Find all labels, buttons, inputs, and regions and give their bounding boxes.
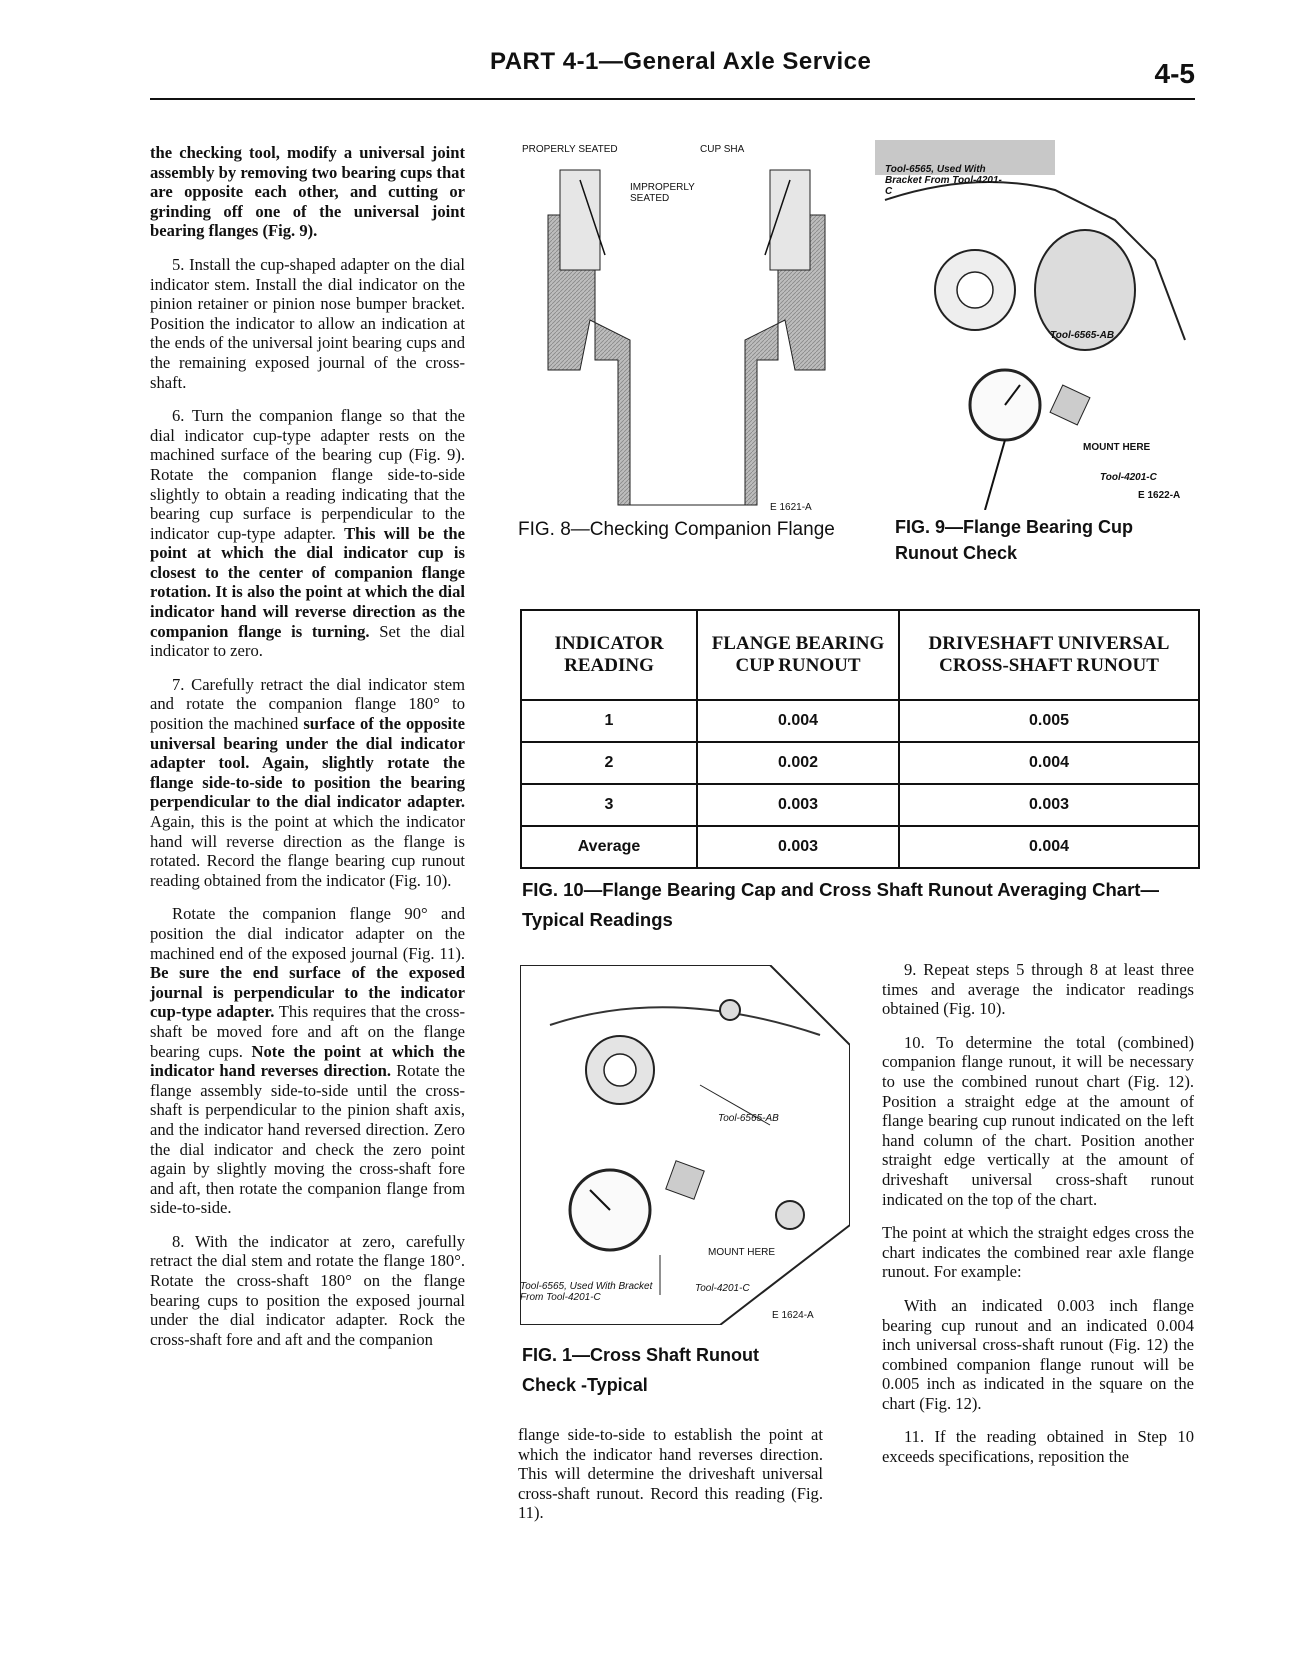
rotate-bold: Be sure the end surface of the exposed journal is perpendicular to the indicator cup-type adapter.: [150, 963, 465, 1022]
cell-cross-shaft: 0.005: [899, 700, 1199, 742]
table-row: [521, 700, 1199, 742]
paragraph-checking-tool: the checking tool, modify a universal joint assembly by removing two bearing cups that are opposite each other, and cutting or grinding off one of the universal joint bearing flanges (Fig. 9).: [150, 143, 465, 241]
fig10-caption-line-2: Typical Readings: [522, 909, 673, 930]
page-title: PART 4-1—General Axle Service: [490, 48, 872, 75]
figure-9: [855, 140, 1200, 510]
fig11-mount-here: MOUNT HERE: [708, 1247, 776, 1258]
fig9-caption-line-1: FIG. 9—Flange Bearing Cup: [895, 517, 1134, 537]
fig11-tool-a: Tool-6565, Used With Bracket From Tool-4201-C: [520, 1281, 653, 1303]
header-indicator-reading: INDICATOR READING: [521, 610, 697, 700]
paragraph-step-5: 5. Install the cup-shaped adapter on the dial indicator stem. Install the dial indicator on the pinion retainer or pinion nose bumper bracket. Position the indicator to allow an indication at the ends of the universal joint bearing cups and the remaining exposed journal of the cross-shaft.: [150, 254, 465, 392]
table-row: [521, 784, 1199, 826]
step-7-text: 7. Carefully retract the dial indicator stem and rotate the companion flange 180° to position the machined: [150, 674, 465, 734]
step-6-end: Set the dial indicator to zero.: [150, 621, 465, 661]
fig11-code: E 1624-A: [772, 1310, 814, 1321]
fig9-mount-here: MOUNT HERE: [1083, 442, 1151, 453]
cell-cross-shaft: 0.004: [899, 826, 1199, 868]
fig9-tool-b: Tool-6565-AB: [1050, 330, 1115, 341]
step-7-bold: surface of the opposite universal bearing under the dial indicator adapter tool. Again, slightly rotate the flange side-to-side to position the bearing perpendicular to the dial indicator adapter.: [150, 714, 465, 812]
fig8-code: E 1621-A: [770, 502, 812, 513]
cell-cross-shaft: 0.004: [899, 742, 1199, 784]
paragraph-step-7: [150, 675, 465, 891]
fig9-caption-line-2: Runout Check: [895, 543, 1018, 563]
paragraph-step-11: 11. If the reading obtained in Step 10 exceeds specifications, reposition the: [882, 1427, 1194, 1467]
rotate-end: Rotate the flange assembly side-to-side until the cross-shaft is perpendicular to the pinion shaft axis, and the indicator hand reversed direction. Zero the dial indicator and check the zero point again by slightly moving the cross-shaft fore and aft, then rotate the companion flange from side-to-side.: [150, 1061, 465, 1218]
fig10-caption: [522, 875, 1159, 935]
paragraph-example: With an indicated 0.003 inch flange bearing cup runout and an indicated 0.004 inch universal cross-shaft runout (Fig. 12) the combined companion flange runout will be 0.005 inch as indicated in the square on the chart (Fig. 12).: [882, 1295, 1194, 1413]
cell-flange: 0.002: [697, 742, 899, 784]
cell-cross-shaft: 0.003: [899, 784, 1199, 826]
table-row-average: [521, 826, 1199, 868]
cell-reading: 3: [521, 784, 697, 826]
fig9-caption: [895, 514, 1133, 566]
step-6-bold: This will be the point at which the dial indicator cup is closest to the center of companion flange rotation. It is also the point at which the dial indicator hand will reverse direction as the companion flange is turning.: [150, 523, 466, 641]
cell-flange: 0.003: [697, 826, 899, 868]
page-header: [150, 48, 1195, 100]
table-header-row: [521, 610, 1199, 700]
rotate-text: Rotate the companion flange 90° and position the dial indicator adapter on the machined end of the exposed journal (Fig. 11).: [150, 904, 465, 963]
fig9-tool-c: Tool-4201-C: [1100, 472, 1157, 483]
cell-reading: 2: [521, 742, 697, 784]
paragraph-record-reading: flange side-to-side to establish the point at which the indicator hand reverses direction. This will determine the driveshaft universal cross-shaft runout. Record this reading (Fig. 11).: [518, 1425, 823, 1523]
fig9-code: E 1622-A: [1138, 490, 1181, 501]
fig9-tool-a: Tool-6565, Used With Bracket From Tool-4201-C: [885, 164, 1002, 197]
fig11-tool-b: Tool-6565-AB: [718, 1113, 779, 1124]
cell-reading: Average: [521, 826, 697, 868]
cell-flange: 0.004: [697, 700, 899, 742]
fig10-caption-line-1: FIG. 10—Flange Bearing Cap and Cross Shaft Runout Averaging Chart—: [522, 879, 1159, 900]
fig8-label-improperly: IMPROPERLY SEATED: [630, 182, 695, 204]
cell-flange: 0.003: [697, 784, 899, 826]
fig11-caption: [522, 1340, 759, 1400]
fig8-label-cup: CUP SHA: [700, 144, 745, 155]
step-6-text: 6. Turn the companion flange so that the dial indicator cup-type adapter rests on the machined surface of the bearing cup (Fig. 9). Rotate the companion flange side-to-side slightly to obtain a reading indicating that the bearing cup surface is perpendicular to the indicator cup-type adapter.: [150, 406, 465, 543]
paragraph-rotate-90: [150, 904, 465, 1218]
fig8-caption: [518, 516, 835, 543]
cross-shaft-runout-photo: [520, 965, 850, 1325]
fig8-label-properly: PROPERLY SEATED: [522, 144, 618, 155]
rotate-mid: This requires that the cross-shaft be moved fore and aft on the flange bearing cups.: [150, 1002, 465, 1061]
runout-averaging-table: [520, 609, 1200, 869]
fig8-caption-text: FIG. 8—Checking Companion Flange: [518, 519, 835, 540]
left-column: [150, 143, 465, 1363]
page-number: 4-5: [1154, 58, 1195, 89]
header-flange-runout: FLANGE BEARING CUP RUNOUT: [697, 610, 899, 700]
figure-8: [520, 140, 850, 520]
figure-11: [520, 965, 850, 1325]
fig11-caption-line-2: Check -Typical: [522, 1375, 648, 1395]
middle-column: [518, 1425, 823, 1537]
paragraph-step-9: 9. Repeat steps 5 through 8 at least three times and average the indicator readings obtained (Fig. 10).: [882, 960, 1194, 1019]
paragraph-straight-edges: The point at which the straight edges cross the chart indicates the combined rear axle flange runout. For example:: [882, 1223, 1194, 1282]
table-row: [521, 742, 1199, 784]
right-column: [882, 960, 1194, 1481]
step-7-end: Again, this is the point at which the indicator hand will reverse direction as the flange is rotated. Record the flange bearing cup runout reading obtained from the indicator (Fig. 10).: [150, 812, 465, 890]
rotate-bold-2: Note the point at which the indicator hand reverses direction.: [150, 1041, 465, 1081]
paragraph-step-6: [150, 406, 465, 661]
fig11-tool-c: Tool-4201-C: [695, 1283, 750, 1294]
paragraph-step-10: 10. To determine the total (combined) companion flange runout, it will be necessary to use the combined runout chart (Fig. 12). Position a straight edge at the amount of flange bearing cup runout indicated on the left hand column of the chart. Position another straight edge vertically at the amount of driveshaft universal cross-shaft runout indicated on the top of the chart.: [882, 1032, 1194, 1209]
fig11-caption-line-1: FIG. 1—Cross Shaft Runout: [522, 1345, 760, 1365]
header-cross-shaft-runout: DRIVESHAFT UNIVERSAL CROSS-SHAFT RUNOUT: [899, 610, 1199, 700]
paragraph-step-8: 8. With the indicator at zero, carefully retract the dial stem and rotate the flange 180°. Rotate the cross-shaft 180° on the flange bearing cups to position the exposed journal under the dial indicator adapter. Rock the cross-shaft fore and aft and the companion: [150, 1231, 465, 1349]
cell-reading: 1: [521, 700, 697, 742]
